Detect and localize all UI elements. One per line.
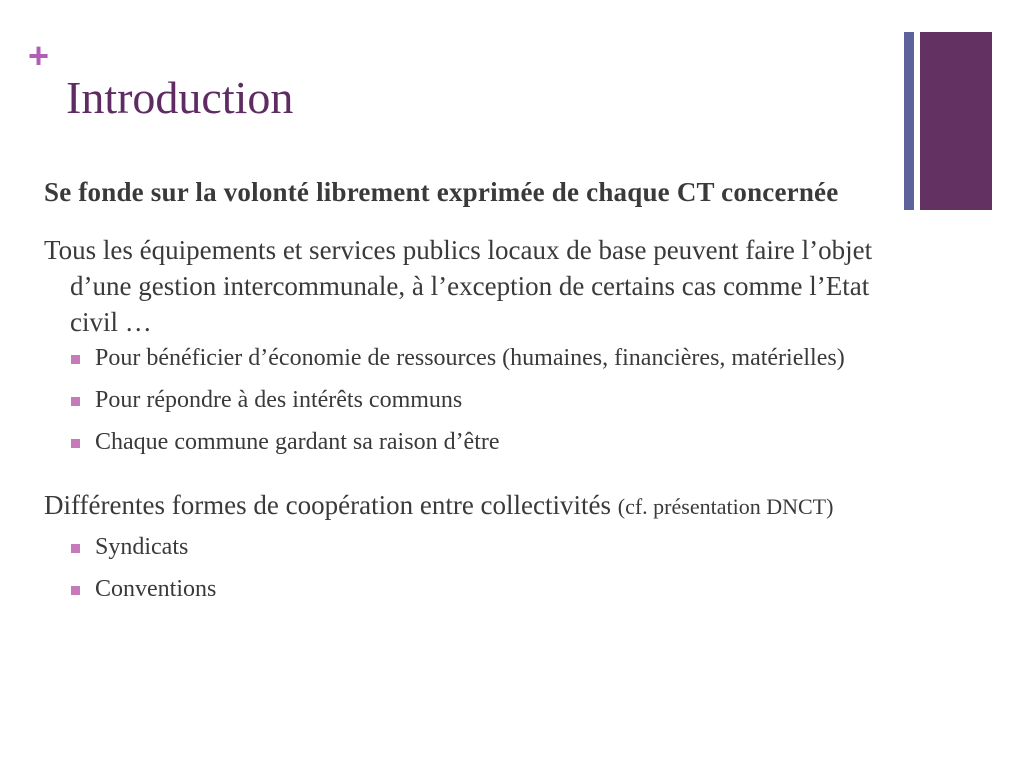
list-item-text: Syndicats xyxy=(95,534,189,560)
list-item-text: Pour bénéficier d’économie de ressources (humaines, financières, matérielles) xyxy=(95,345,845,371)
body-paragraph-scope: Tous les équipements et services publics locaux de base peuvent faire l’objet d’une gestion intercommunale, à l’exception de certains cas comme l’Etat civil … xyxy=(44,235,873,337)
body-paragraph-basis: Se fonde sur la volonté librement exprimée de chaque CT concernée xyxy=(44,177,839,207)
slide-title: Introduction xyxy=(66,72,294,123)
square-bullet-icon xyxy=(71,397,80,406)
list-item xyxy=(44,384,874,417)
square-bullet-icon xyxy=(71,439,80,448)
bullet-list-purposes xyxy=(44,342,874,459)
square-bullet-icon xyxy=(71,355,80,364)
list-item xyxy=(44,531,874,564)
list-item-text: Chaque commune gardant sa raison d’être xyxy=(95,429,500,455)
list-item-text: Pour répondre à des intérêts communs xyxy=(95,387,463,413)
slide-body xyxy=(44,174,874,606)
list-item xyxy=(44,426,874,459)
plus-icon: + xyxy=(28,35,50,76)
decorative-bar-thin xyxy=(904,32,914,210)
bullet-list-forms xyxy=(44,531,874,606)
list-item-text: Conventions xyxy=(95,576,217,602)
forms-text: Différentes formes de coopération entre collectivités xyxy=(44,490,612,520)
body-paragraph-forms xyxy=(44,487,874,525)
list-item xyxy=(44,573,874,606)
forms-reference-note: (cf. présentation DNCT) xyxy=(617,494,834,519)
square-bullet-icon xyxy=(71,586,80,595)
decorative-bar-thick xyxy=(920,32,992,210)
list-item xyxy=(44,342,874,375)
square-bullet-icon xyxy=(71,544,80,553)
